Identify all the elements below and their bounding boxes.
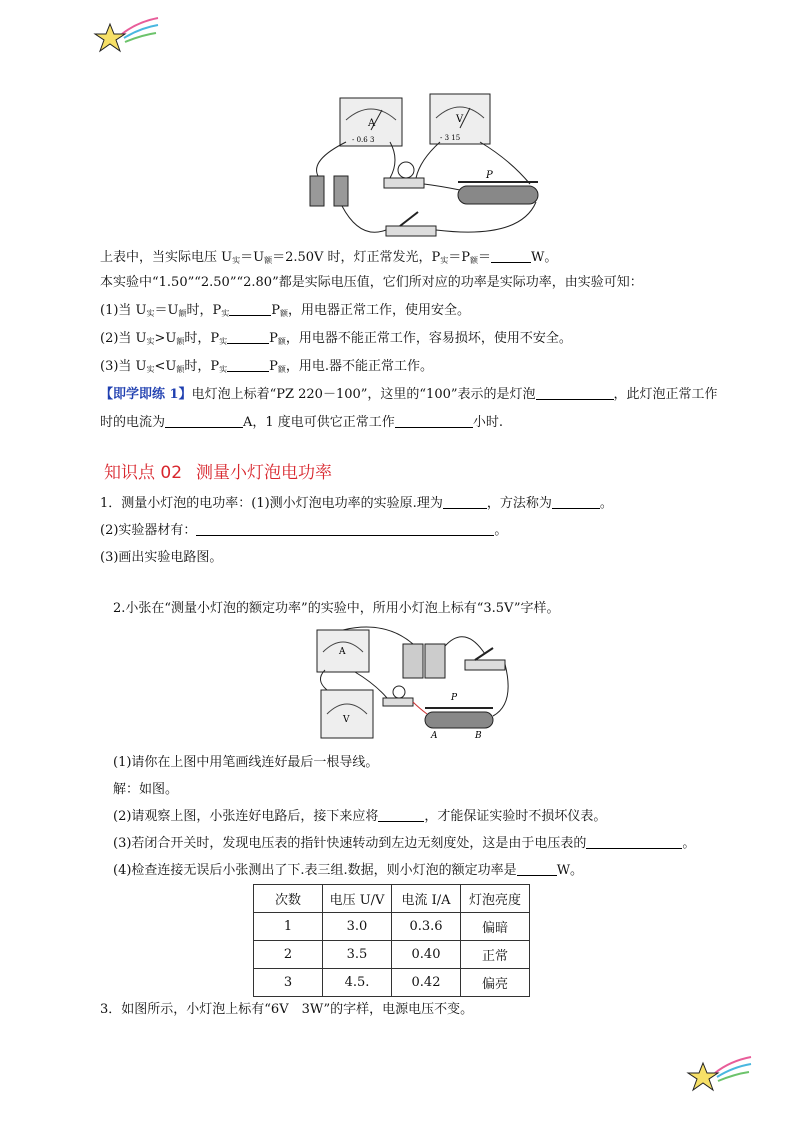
table-header: 电流 I/A (392, 885, 461, 913)
answer-blank[interactable] (229, 302, 271, 316)
answer-blank[interactable] (586, 835, 682, 849)
circuit-figure-2 (315, 624, 515, 746)
table-header: 电压 U/V (323, 885, 392, 913)
table-cell: 0.42 (392, 969, 461, 997)
answer-blank[interactable] (227, 330, 269, 344)
answer-blank[interactable] (395, 414, 473, 428)
table-header: 灯泡亮度 (461, 885, 530, 913)
table-cell: 2 (254, 941, 323, 969)
table-row (254, 941, 530, 969)
star-decoration-top (92, 14, 162, 59)
question-2-answer: 解：如图。 (113, 782, 179, 797)
question-3: 3．如图所示，小灯泡上标有“6V 3W”的字样，电源电压不变。 (100, 1002, 474, 1017)
answer-blank[interactable] (552, 495, 600, 509)
practice-line-1: 【即学即练 1】电灯泡上标着“PZ 220－100”，这里的“100”表示的是灯泡 ，此灯泡正常工作 (100, 387, 718, 402)
condition-1: (1)当 $U_实=U_额$时，$P_实$ $P_额$，用电器正常工作，使用安全。 (100, 303, 470, 318)
table-cell: 3.5 (323, 941, 392, 969)
question-2-3: (3)若闭合开关时，发现电压表的指针快速转动到左边无刻度处，这是由于电压表的 。 (113, 836, 696, 851)
ammeter-label: A (368, 118, 376, 129)
answer-blank[interactable] (165, 414, 243, 428)
question-1-3: (3)画出实验电路图。 (100, 550, 223, 565)
voltmeter-label-2: V (343, 715, 350, 725)
question-2-2: (2)请观察上图，小张连好电路后，接下来应将 ，才能保证实验时不损坏仪表。 (113, 809, 607, 824)
condition-2: (2)当 $U_实>U_额$时，$P_实$ $P_额$，用电器不能正常工作，容易损坏，使用不安全。 (100, 331, 572, 346)
table-cell: 正常 (461, 941, 530, 969)
table-cell: 3 (254, 969, 323, 997)
question-1-2: (2)实验器材有： 。 (100, 523, 508, 538)
answer-blank[interactable] (227, 358, 269, 372)
text-line-1: 上表中，当实际电压 $U_实=U_额=2.50V$ 时，灯正常发光，$P_实=P_额= W$。 (100, 250, 558, 265)
section-heading: 知识点 02 测量小灯泡电功率 (104, 463, 333, 483)
answer-blank[interactable] (517, 862, 557, 876)
circuit-figure-1 (290, 90, 550, 245)
table-row (254, 969, 530, 997)
answer-blank[interactable] (196, 522, 494, 536)
data-table (253, 884, 530, 997)
end-a-label: A (431, 731, 438, 741)
question-2-1: (1)请你在上图中用笔画线连好最后一根导线。 (113, 755, 379, 770)
practice-line-2: 时的电流为 A，1 度电可供它正常工作 小时. (100, 415, 503, 430)
table-row (254, 913, 530, 941)
star-decoration-bottom (685, 1053, 755, 1098)
slider-label-2: P (451, 693, 458, 703)
table-cell: 1 (254, 913, 323, 941)
table-header-row (254, 885, 530, 913)
ammeter-label-2: A (339, 647, 346, 657)
ammeter-terminals: - 0.6 3 (352, 136, 375, 144)
table-cell: 4.5. (323, 969, 392, 997)
answer-blank[interactable] (491, 249, 531, 263)
voltmeter-label: V (456, 114, 464, 125)
question-2: 2.小张在“测量小灯泡的额定功率”的实验中，所用小灯泡上标有“3.5V”字样。 (113, 601, 560, 616)
answer-blank[interactable] (378, 808, 424, 822)
condition-3: (3)当 $U_实<U_额$时，$P_实$ $P_额$，用电.器不能正常工作。 (100, 359, 434, 374)
table-cell: 3.0 (323, 913, 392, 941)
answer-blank[interactable] (536, 386, 614, 400)
question-2-4: (4)检查连接无误后小张测出了下.表三组.数据，则小灯泡的额定功率是 W。 (113, 863, 584, 878)
voltmeter-terminals: - 3 15 (440, 134, 461, 142)
answer-blank[interactable] (443, 495, 487, 509)
table-cell: 偏亮 (461, 969, 530, 997)
end-b-label: B (475, 731, 482, 741)
table-cell: 0.3.6 (392, 913, 461, 941)
question-1: 1．测量小灯泡的电功率：(1)测小灯泡电功率的实验原.理为 ，方法称为 。 (100, 496, 613, 511)
table-header: 次数 (254, 885, 323, 913)
table-cell: 0.40 (392, 941, 461, 969)
text-line-2: 本实验中“1.50”“2.50”“2.80”都是实际电压值，它们所对应的功率是实际功率，由实验可知： (100, 275, 643, 290)
table-cell: 偏暗 (461, 913, 530, 941)
slider-label: P (486, 170, 493, 181)
